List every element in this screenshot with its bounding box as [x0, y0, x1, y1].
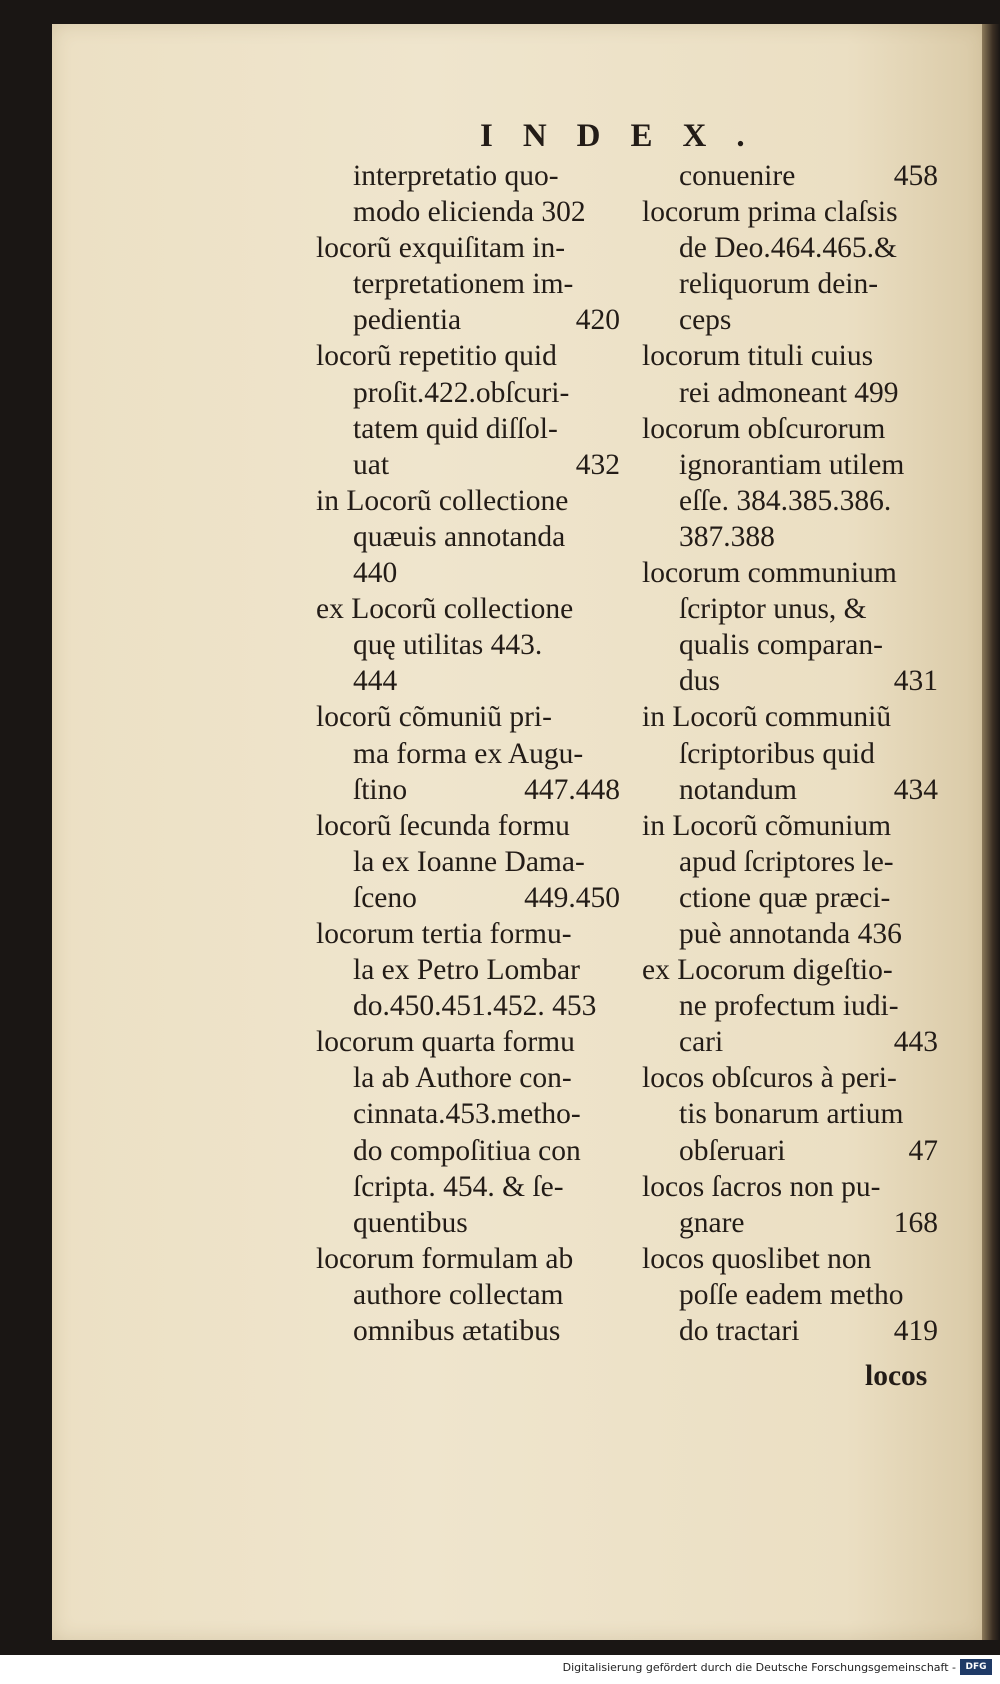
page-reference: 431	[893, 665, 938, 698]
index-line	[316, 302, 620, 338]
index-line	[642, 772, 938, 808]
index-line	[316, 699, 620, 735]
index-line-text: modo elicienda 302	[353, 196, 586, 229]
index-line	[642, 447, 938, 483]
index-line-text: conuenire	[679, 160, 796, 192]
page-reference: 419	[893, 1315, 938, 1347]
index-line	[316, 266, 620, 302]
index-line	[642, 1241, 938, 1277]
index-line	[316, 591, 620, 627]
index-line	[316, 1060, 620, 1096]
index-line-text: ctione quæ præci-	[679, 881, 891, 914]
index-line-text: quentibus	[353, 1206, 468, 1239]
index-line-text: do tractari	[679, 1315, 800, 1347]
index-line	[316, 1277, 620, 1313]
index-line-text: apud ſcriptores le-	[679, 845, 894, 878]
index-line-text: do.450.451.452. 453	[353, 990, 597, 1023]
index-line-text: authore collectam	[353, 1278, 564, 1311]
index-line-text: pedientia	[353, 304, 462, 337]
page-edge	[982, 24, 1000, 1640]
dfg-logo: DFG	[960, 1659, 992, 1675]
index-line-text: in Locorũ cõmunium	[642, 809, 892, 842]
index-line	[316, 772, 620, 808]
index-line	[316, 158, 620, 194]
page-reference: 434	[893, 773, 938, 806]
index-line-text: locos quoslibet non	[642, 1242, 872, 1275]
index-line-text: in Locorũ communiũ	[642, 701, 892, 734]
index-line-text: quæuis annotanda	[353, 520, 566, 553]
index-line-text: reliquorum dein-	[679, 268, 879, 301]
index-line	[642, 1313, 938, 1349]
index-line	[642, 663, 938, 699]
index-line	[642, 1024, 938, 1060]
index-line-text: locorũ ſecunda formu	[316, 809, 570, 842]
index-line-text: tatem quid diſſol-	[353, 412, 558, 445]
index-line-text: 440	[353, 557, 398, 590]
index-line	[642, 1096, 938, 1132]
index-line	[316, 880, 620, 916]
index-line	[642, 844, 938, 880]
index-line-text: ſcriptor unus, &	[679, 593, 867, 626]
index-line	[642, 952, 938, 988]
page-reference: 168	[893, 1206, 938, 1239]
index-line-text: locorum quarta formu	[316, 1026, 575, 1059]
index-line	[316, 1133, 620, 1169]
index-line	[642, 230, 938, 266]
index-line-text: ſceno	[353, 881, 417, 914]
index-line-text: tis bonarum artium	[679, 1098, 904, 1131]
index-line-text: 444	[353, 665, 398, 698]
index-line	[642, 375, 938, 411]
index-line-text: la ab Authore con-	[353, 1062, 572, 1095]
page-reference: 432	[575, 448, 620, 481]
index-line-text: la ex Petro Lombar	[353, 954, 580, 987]
index-line-text: locorũ cõmuniũ pri-	[316, 701, 552, 734]
footer	[0, 1655, 1000, 1684]
index-line	[642, 1060, 938, 1096]
index-line	[316, 736, 620, 772]
index-line-text: proſit.422.obſcuri-	[353, 376, 570, 409]
index-line-text: ma forma ex Augu-	[353, 737, 584, 770]
index-line-text: puè annotanda 436	[679, 917, 902, 950]
index-line-text: quę utilitas 443.	[353, 629, 543, 662]
page-reference: 420	[575, 304, 620, 337]
index-line-text: dus	[679, 665, 720, 698]
index-line-text: la ex Ioanne Dama-	[353, 845, 585, 878]
index-line-text: in Locorũ collectione	[316, 484, 569, 517]
index-line	[642, 1133, 938, 1169]
index-line	[316, 952, 620, 988]
index-line	[642, 519, 938, 555]
index-line	[316, 844, 620, 880]
index-line	[642, 411, 938, 447]
index-line-text: omnibus ætatibus	[353, 1315, 561, 1347]
index-line	[316, 411, 620, 447]
index-line	[316, 663, 620, 699]
index-line-text: locorum communium	[642, 557, 897, 590]
page-reference: 458	[893, 160, 938, 192]
index-line	[316, 230, 620, 266]
index-line-text: locos obſcuros à peri-	[642, 1062, 897, 1095]
index-line-text: locorum obſcurorum	[642, 412, 886, 445]
index-line-text: cari	[679, 1026, 724, 1059]
index-line-text: ſtino	[353, 773, 408, 806]
index-line	[316, 1096, 620, 1132]
index-line	[316, 375, 620, 411]
index-column-left	[316, 158, 620, 1349]
index-line-text: 387.388	[679, 520, 775, 553]
index-line	[642, 338, 938, 374]
index-line	[316, 916, 620, 952]
index-line	[316, 519, 620, 555]
index-line	[316, 338, 620, 374]
index-line	[642, 194, 938, 230]
index-line	[642, 555, 938, 591]
index-line-text: interpretatio quo-	[353, 160, 559, 192]
index-line	[642, 591, 938, 627]
page-reference: 447.448	[524, 773, 620, 806]
index-line-text: qualis comparan-	[679, 629, 883, 662]
index-line-text: locos ſacros non pu-	[642, 1170, 881, 1203]
footer-credit: Digitalisierung gefördert durch die Deutsche Forschungsgemeinschaft -	[562, 1661, 956, 1674]
index-line-text: ceps	[679, 304, 732, 337]
index-line	[642, 302, 938, 338]
index-column-right	[642, 158, 938, 1349]
index-line-text: locorum tituli cuius	[642, 340, 874, 373]
index-line	[642, 158, 938, 194]
index-line	[642, 483, 938, 519]
page-reference: 449.450	[524, 881, 620, 914]
index-line	[642, 1277, 938, 1313]
index-line	[316, 1313, 620, 1349]
index-line	[316, 447, 620, 483]
index-line-text: ex Locorum digeſtio-	[642, 954, 893, 987]
index-line	[316, 988, 620, 1024]
index-line	[642, 988, 938, 1024]
index-line-text: cinnata.453.metho-	[353, 1098, 581, 1131]
index-line	[642, 627, 938, 663]
index-line	[642, 736, 938, 772]
index-line-text: rei admoneant 499	[679, 376, 899, 409]
index-line-text: ſcripta. 454. & ſe-	[353, 1170, 564, 1203]
index-line-text: locorum prima claſsis	[642, 196, 898, 229]
index-line-text: uat	[353, 448, 390, 481]
index-line-text: locorum formulam ab	[316, 1242, 574, 1275]
index-line	[316, 808, 620, 844]
index-line	[642, 266, 938, 302]
index-line	[642, 1169, 938, 1205]
page-reference: 443	[893, 1026, 938, 1059]
index-line-text: notandum	[679, 773, 797, 806]
index-line-text: poſſe eadem metho	[679, 1278, 904, 1311]
index-line-text: do compoſitiua con	[353, 1134, 581, 1167]
index-line-text: obſeruari	[679, 1134, 786, 1167]
index-line-text: terpretationem im-	[353, 268, 574, 301]
page-reference: 47	[908, 1134, 938, 1167]
index-line	[316, 1205, 620, 1241]
index-line-text: ne profectum iudi-	[679, 990, 899, 1023]
index-line-text: locorũ repetitio quid	[316, 340, 557, 373]
index-line	[316, 627, 620, 663]
index-line	[316, 1024, 620, 1060]
index-line-text: ſcriptoribus quid	[679, 737, 875, 770]
index-line	[316, 1169, 620, 1205]
index-line-text: eſſe. 384.385.386.	[679, 484, 892, 517]
index-line-text: ignorantiam utilem	[679, 448, 905, 481]
index-line-text: ex Locorũ collectione	[316, 593, 574, 626]
index-line	[642, 808, 938, 844]
index-line	[642, 916, 938, 952]
index-line-text: locorum tertia formu-	[316, 917, 572, 950]
page-header: INDEX.	[480, 118, 775, 154]
index-line-text: gnare	[679, 1206, 745, 1239]
index-line	[642, 699, 938, 735]
index-line-text: de Deo.464.465.&	[679, 232, 897, 265]
index-line	[316, 1241, 620, 1277]
index-line	[642, 1205, 938, 1241]
index-line	[642, 880, 938, 916]
index-line	[316, 555, 620, 591]
catchword: locos	[865, 1360, 928, 1392]
index-line-text: locorũ exquiſitam in-	[316, 232, 566, 265]
index-line	[316, 194, 620, 230]
index-line	[316, 483, 620, 519]
